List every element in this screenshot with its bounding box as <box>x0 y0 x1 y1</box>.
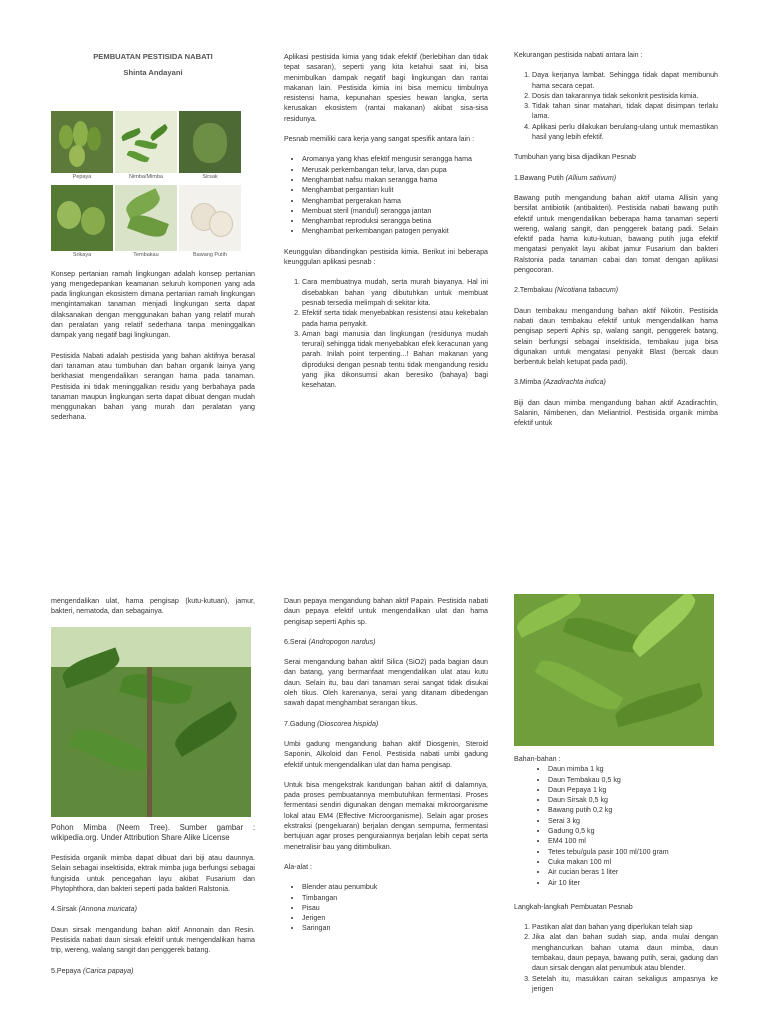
subheading-lemongrass: 6.Serai (Andropogon nardus) <box>284 637 376 646</box>
paragraph: Kekurangan pestisida nabati antara lain : <box>514 51 643 59</box>
subheading-neem: 3.Mimba (Azadirachta indica) <box>514 378 606 387</box>
tools-label: Ala-alat : <box>284 862 312 871</box>
caption-neem: Nimba/Mimba <box>129 173 163 180</box>
subheading-tobacco: 2.Tembakau (Nicotiana tabacum) <box>514 286 619 295</box>
list-item: • Timbangan <box>302 893 488 903</box>
list-item: 1. Daya kerjanya lambat. Sehingga tidak dapat membunuh hama secara cepat. <box>532 70 718 91</box>
list-item: 3. Setelah itu, masukkan cairan sekaligus ampasnya ke jerigen <box>532 974 718 995</box>
list-item: • Merusak perkembangan telur, larva, dan pupa <box>302 165 488 175</box>
subheading-garlic: 1.Bawang Putih (Allium sativum) <box>514 173 617 182</box>
advantages-list <box>284 277 488 390</box>
list-item: • Menghambat pergantian kulit <box>302 185 488 195</box>
page1-column-2 <box>284 52 488 401</box>
list-item: • Bawang putih 0,2 kg <box>548 805 718 815</box>
list-item: • Daun Sirsak 0,5 kg <box>548 795 718 805</box>
paragraph: Keunggulan dibandingkan pestisida kimia. Berikut ini beberapa keunggulan aplikasi pesnab : <box>284 247 488 267</box>
ingredients-label: Bahan-bahan : <box>514 755 561 763</box>
sugar-apple-photo <box>51 185 113 251</box>
paragraph: Pestisida Nabati adalah pestisida yang bahan aktifnya berasal dari tanaman atau tumbuhan dan bahan organik lainya yang berkhasiat mengendalikan serangan hama pada tanaman. Pestisida ini tidak meninggalkan residu yang berbahaya pada tanaman maupun lingkungan serta dapat dibuat dengan mudah menggunakan bahan yang murah dan peralatan yang sederhana. <box>51 351 255 422</box>
soursop-photo <box>179 111 241 173</box>
caption-sugar-apple: Srikaya <box>72 251 92 258</box>
steps-heading: Langkah-langkah Pembuatan Pesnab <box>514 902 633 911</box>
steps-list <box>514 922 718 994</box>
list-item: 2. Jika alat dan bahan sudah siap, anda mulai dengan menghancurkan bahan utama daun mimba, daun tembakau, daun pepaya, bawang putih, serai, gadung dan daun sirsak dengan alat penumbuk atau blender. <box>532 932 718 973</box>
list-item: 1. Pastikan alat dan bahan yang diperlukan telah siap <box>532 922 718 932</box>
neem-tree-photo <box>51 627 251 817</box>
subheading-soursop: 4.Sirsak (Annona muricata) <box>51 905 137 914</box>
author-name: Shinta Andayani <box>123 68 183 78</box>
list-item: 2. Efektif serta tidak menyebabkan resistensi atau kekebalan pada hama penyakit. <box>302 308 488 329</box>
page2-column-3 <box>514 594 718 1004</box>
list-item: • Daun Tembakau 0,5 kg <box>548 775 718 785</box>
photo-caption: Pohon Mimba (Neem Tree). Sumber gambar : wikipedia.org. Under Attribution Share Alike License <box>51 822 255 842</box>
ingredients-list <box>514 764 718 888</box>
list-item: 3. Aman bagi manusia dan lingkungan (residunya mudah terurai) sehingga tidak menyebabkan efek keracunan yang parah. Inilah point terpenting...! Bahan makanan yang diproduksi dengan pesnab tentu tidak mengandung residu yang jika dikonsumsi akan beresiko (bahaya) bagi kesehatan. <box>302 329 488 391</box>
list-item: • Air cucian beras 1 liter <box>548 867 718 877</box>
neem-photo <box>115 111 177 173</box>
paragraph: mengendalikan ulat, hama pengisap (kutu-kutuan), jamur, bakteri, nematoda, dan sebagainya. <box>51 597 255 616</box>
tools-list <box>284 882 488 933</box>
paragraph: Bawang putih mengandung bahan aktif utama Allisin yang bersifat antibiotik (antibakteri). Pestisida nabati bawang putih efektif untuk mengendalikan beberapa hama tanaman seperti wereng, walang sangit, dan penggerek batang padi. Selain efektif pada hama kutu-kutuan, bawang putih juga efektif mengatasi penyakit layu akibat jamur Fusarium dan bakteri Ralstonia pada tanaman cabai dan tomat dengan aplikasi pengocoran. <box>514 193 718 275</box>
list-item: • Membuat steril (mandul) serangga jantan <box>302 206 488 216</box>
disadvantages-list <box>514 70 718 142</box>
list-item: • Daun mimba 1 kg <box>548 764 718 774</box>
papaya-photo <box>51 111 113 173</box>
caption-tobacco: Tembakau <box>133 251 159 258</box>
paragraph: Konsep pertanian ramah lingkungan adalah konsep pertanian yang mengedepankan keamanan seluruh komponen yang ada pada lingkungan ekosistem dimana pertanian ramah lingkungan mengintamakan tanaman menjadi lingkungan serta dapat dilaksanakan dengan menggunakan bahan yang relatif murah dan peralatan yang relatif sederhana tanpa meninggalkan dampak yang negatif bagi lingkungan. <box>51 269 255 340</box>
list-item: • Pisau <box>302 903 488 913</box>
list-item: • Menghambat perkembangan patogen penyakit <box>302 226 488 236</box>
document-title: PEMBUATAN PESTISIDA NABATI <box>93 52 213 61</box>
paragraph: Biji dan daun mimba mengandung bahan aktif Azadirachtin, Salanin, Nimbenen, dan Meliantriol. Pestisida organik mimba efektif untuk <box>514 398 718 428</box>
tobacco-photo <box>115 185 177 251</box>
paragraph: Daun tembakau mengandung bahan aktif Nikotin. Pestisida nabati daun tembakau efektif untuk mengendalikan hama pengisap seperti Aphis sp, walang sangit, penggerek batang, selain berfungsi sebagai insektisida, tembakau juga bisa digunakan untuk mengatasi penyakit Blast (bercak daun berbentuk belah ketupat pada padi). <box>514 306 718 367</box>
neem-leaves-photo <box>514 594 714 746</box>
paragraph: Untuk bisa mengekstrak kandungan bahan aktif di dalamnya, pada proses pembuatannya membutuhkan fermentasi. Proses fermentasi sendiri digunakan dengan memakai mikroorganisme lokal atau EM4 (Effective Microorganisme). Selain agar proses ekstraksi (pengeluaran) berjalan dengan sempurna, fermentasi bertujuan agar proses penguraiannya berjalan lebih cepat serta menetralisir bau yang ditimbulkan. <box>284 780 488 851</box>
paragraph: Pestisida organik mimba dapat dibuat dari biji atau daunnya. Selain sebagai insektisida, ektrak mimba juga berfungsi sebagai fungisida untuk pencegahan layu akibat Fusarium dan Phytophthora, dan bakteri seperti pada bakteri Ralstonia. <box>51 854 255 894</box>
paragraph: Daun pepaya mengandung bahan aktif Papain. Pestisida nabati daun pepaya efektif untuk mengendalikan ulat dan hama pengisap seperti Aphis sp. <box>284 597 488 626</box>
page-2 <box>0 512 768 1024</box>
list-item: • Saringan <box>302 923 488 933</box>
list-item: • Cuka makan 100 ml <box>548 857 718 867</box>
list-item: • Tetes tebu/gula pasir 100 ml/100 gram <box>548 847 718 857</box>
list-item: • Menghambat pergerakan hama <box>302 196 488 206</box>
page1-column-1 <box>51 0 255 433</box>
paragraph: Pesnab memiliki cara kerja yang sangat spesifik antara lain : <box>284 135 475 144</box>
page2-column-1 <box>51 596 255 986</box>
list-item: • Gadung 0,5 kg <box>548 826 718 836</box>
mode-of-action-list <box>284 154 488 236</box>
paragraph: Aplikasi pestisida kimia yang tidak efektif (berlebihan dan tidak tepat sasaran), seperti yang kita ketahui saat ini, bisa menimbulkan dampak negatif bagi lingkungan dan rantai makanan lain. Pestisida kimia ini bisa memicu timbulnya resistensi hama, kepunahan spesies hewan langka, serta kerusakan ekosistem (rantai makanan) akibat sisa-sisa residunya. <box>284 53 488 123</box>
list-item: 1. Cara membuatnya mudah, serta murah biayanya. Hal ini disebabkan bahan yang dibutuhkan untuk membuat pesnab tersedia melimpah di sekitar kita. <box>302 277 488 308</box>
page1-column-3 <box>514 50 718 439</box>
list-item: 2. Dosis dan takarannya tidak sekonkrit pestisida kimia. <box>532 91 718 101</box>
paragraph: Umbi gadung mengandung bahan aktif Diosgenin, Steroid Saponin, Alkoloid dan Fenol. Pestisida nabati umbi gadung efektif untuk mengendalikan ulat dan hama pengisap. <box>284 739 488 769</box>
list-item: • Aromanya yang khas efektif mengusir serangga hama <box>302 154 488 164</box>
list-item: 4. Aplikasi perlu dilakukan berulang-ulang untuk memastikan hasil yang lebih efektif. <box>532 122 718 143</box>
caption-papaya: Pepaya <box>72 173 92 180</box>
page2-column-2 <box>284 596 488 944</box>
subheading-gadung: 7.Gadung (Dioscorea hispida) <box>284 719 379 728</box>
list-item: • Air 10 liter <box>548 878 718 888</box>
list-item: • Menghambat nafsu makan serangga hama <box>302 175 488 185</box>
caption-soursop: Sirsak <box>202 173 218 180</box>
list-item: • Blender atau penumbuk <box>302 882 488 892</box>
list-item: • Serai 3 kg <box>548 816 718 826</box>
list-item: • EM4 100 ml <box>548 836 718 846</box>
list-item: 3. Tidak tahan sinar matahari, tidak dapat disimpan terlalu lama. <box>532 101 718 122</box>
list-item: • Jerigen <box>302 913 488 923</box>
section-heading: Tumbuhan yang bisa dijadikan Pesnab <box>514 153 636 162</box>
list-item: • Menghambat reproduksi serangga betina <box>302 216 488 226</box>
list-item: • Daun Pepaya 1 kg <box>548 785 718 795</box>
paragraph: Daun sirsak mengandung bahan aktif Annonain dan Resin. Pestisida nabati daun sirsak efektif untuk mengendalikan hama trip, wereng, walang sangit dan penggerek batang. <box>51 925 255 955</box>
paragraph: Serai mengandung bahan aktif Silica (SiO2) pada bagian daun dan batang, yang bermanfaat mengendalikan ulat atau kutu daun. Selain itu, bau dari tanaman serai sangat tidak disukai oleh tikus. Oleh karenanya, serai yang ditanam dibedengan sawah dapat menghambat serangan tikus. <box>284 658 488 708</box>
caption-garlic: Bawang Putih <box>193 251 227 258</box>
garlic-photo <box>179 185 241 251</box>
plant-photo-grid <box>51 111 241 259</box>
subheading-papaya: 5.Pepaya (Carica papaya) <box>51 966 134 975</box>
